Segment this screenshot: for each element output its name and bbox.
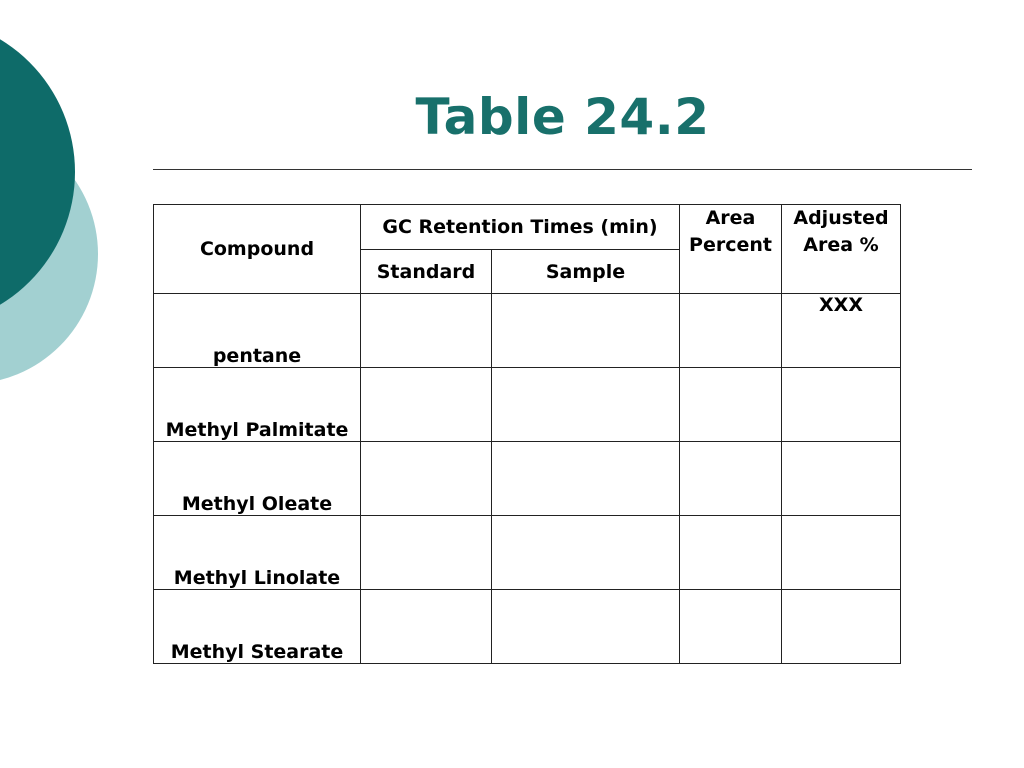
area-percent-cell xyxy=(680,516,782,590)
header-area-percent xyxy=(680,205,782,294)
standard-cell xyxy=(361,294,492,368)
adjusted-area-cell xyxy=(782,442,901,516)
table-row-pentane xyxy=(154,294,901,368)
slide-title: Table 24.2 xyxy=(415,88,710,146)
header-standard: Standard xyxy=(361,250,492,294)
header-gc-retention-times: GC Retention Times (min) xyxy=(361,205,680,250)
adjusted-area-cell xyxy=(782,516,901,590)
header-area-percent-line2: Percent xyxy=(689,234,772,256)
header-area-percent-line1: Area xyxy=(705,207,756,229)
sample-cell xyxy=(492,368,680,442)
standard-cell xyxy=(361,442,492,516)
compound-cell: Methyl Stearate xyxy=(154,590,361,664)
area-percent-cell xyxy=(680,368,782,442)
sample-cell xyxy=(492,294,680,368)
adjusted-area-cell xyxy=(782,590,901,664)
sample-cell xyxy=(492,442,680,516)
area-percent-cell xyxy=(680,590,782,664)
table-row-methyl-stearate xyxy=(154,590,901,664)
table-row-methyl-palmitate xyxy=(154,368,901,442)
adjusted-area-cell: XXX xyxy=(782,294,901,368)
standard-cell xyxy=(361,590,492,664)
adjusted-area-cell xyxy=(782,368,901,442)
header-adjusted-area xyxy=(782,205,901,294)
table-row-methyl-linolate xyxy=(154,516,901,590)
compound-cell: Methyl Palmitate xyxy=(154,368,361,442)
header-adjusted-area-line2: Area % xyxy=(803,234,879,256)
sample-cell xyxy=(492,516,680,590)
compound-cell: Methyl Oleate xyxy=(154,442,361,516)
table-header-row xyxy=(154,205,901,250)
header-compound: Compound xyxy=(154,205,361,294)
header-adjusted-area-line1: Adjusted xyxy=(793,207,889,229)
results-table xyxy=(153,204,901,664)
standard-cell xyxy=(361,368,492,442)
standard-cell xyxy=(361,516,492,590)
compound-cell: pentane xyxy=(154,294,361,368)
title-divider xyxy=(153,169,972,170)
area-percent-cell xyxy=(680,294,782,368)
header-sample: Sample xyxy=(492,250,680,294)
area-percent-cell xyxy=(680,442,782,516)
table-row-methyl-oleate xyxy=(154,442,901,516)
sample-cell xyxy=(492,590,680,664)
compound-cell: Methyl Linolate xyxy=(154,516,361,590)
